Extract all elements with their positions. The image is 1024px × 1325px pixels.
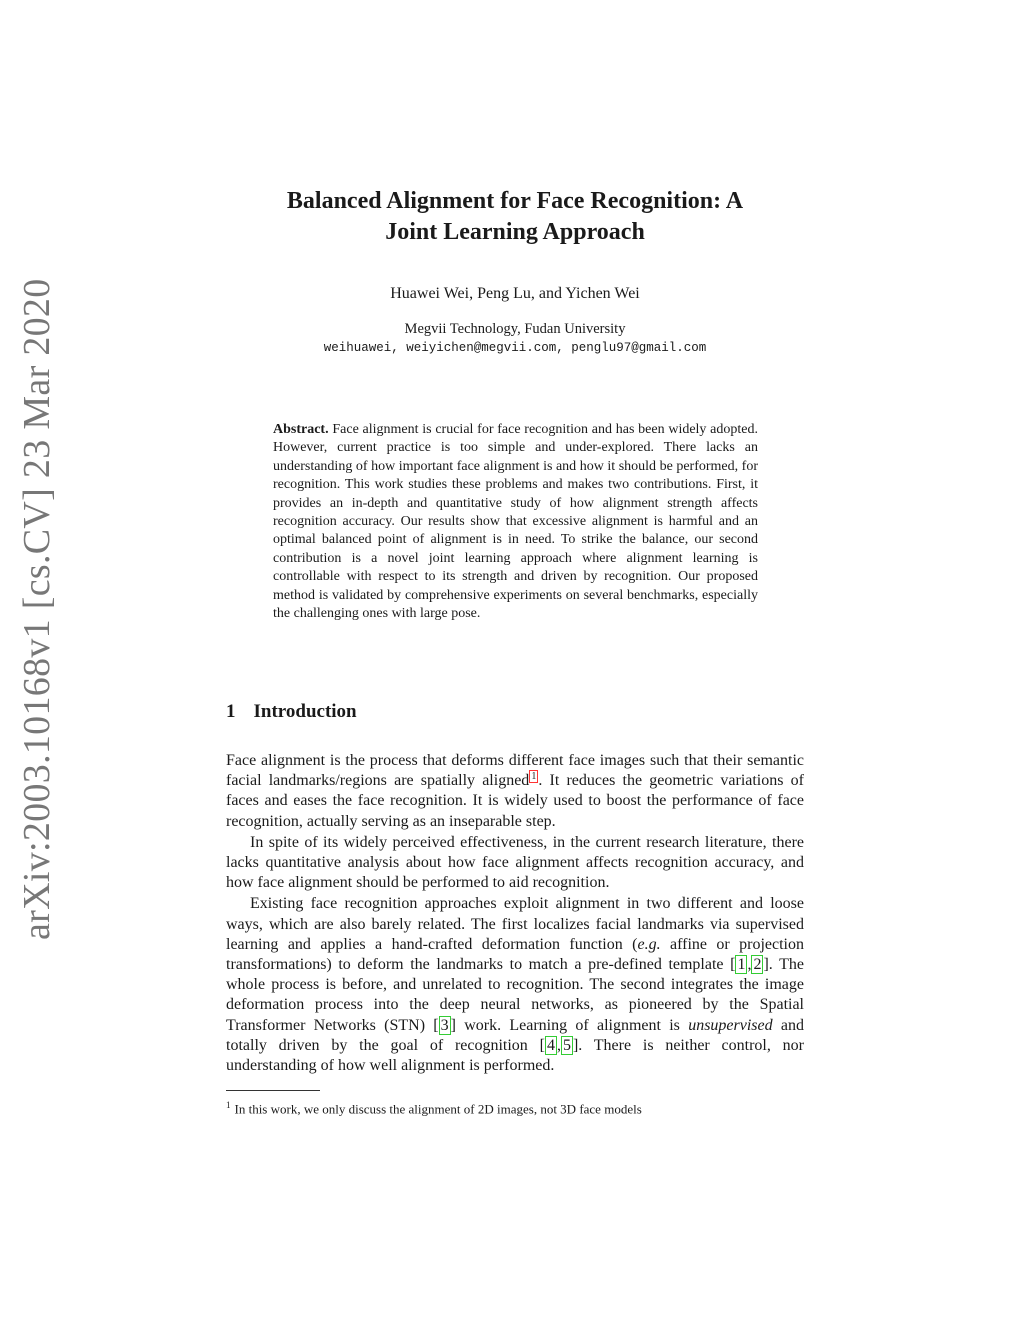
author-emails: weihuawei, weiyichen@megvii.com, penglu97@gmail.com	[323, 341, 707, 355]
unsupervised-emphasis: unsupervised	[688, 1016, 773, 1034]
footnote-text: In this work, we only discuss the alignment of 2D images, not 3D face models	[234, 1101, 642, 1117]
author-list: Huawei Wei, Peng Lu, and Yichen Wei	[390, 285, 640, 302]
abstract-label: Abstract.	[273, 422, 329, 437]
citation-link-1[interactable]: 1	[737, 956, 746, 974]
abstract-text: Face alignment is crucial for face recognition and has been widely adopted. However, current practice is too simple and under-explored. There lacks an understanding of how important face alignment is and how it should be performed, for recognition. This work studies these problems and makes two contributions. First, it provides an in-depth and quantitative study of how alignment strength affects recognition accuracy. Our results show that excessive alignment is harmful and an optimal balanced point of alignment is in need. To strike the balance, our second contribution is a novel joint learning approach where alignment learning is controllable with respect to its strength and driven by recognition. Our proposed method is validated by comprehensive experiments on several benchmarks, especially the challenging ones with large pose.	[273, 422, 758, 622]
footnote-link[interactable]: 1	[531, 770, 537, 782]
citation-link-3[interactable]: 3	[440, 1016, 449, 1034]
citation-separator: ,	[556, 1036, 561, 1054]
citation-link-2[interactable]: 2	[753, 956, 762, 974]
eg-abbrev: e.g.	[637, 935, 661, 953]
paragraph-3	[226, 894, 804, 1076]
paragraph-1-text-a: Face alignment is the process that deforms different face images such that their semantic facial landmarks/regions are spatially aligned	[226, 752, 804, 790]
introduction-body	[226, 751, 804, 1076]
footnote-divider	[226, 1090, 320, 1091]
paragraph-3-text-c: ]. The whole process is before, and unrelated to recognition. The second integrates the image deformation process into the deep neural networks, as pioneered by the Spatial Transformer Networks (STN) [	[226, 956, 804, 1034]
affiliation: Megvii Technology, Fudan University	[404, 321, 626, 337]
citation-link-5[interactable]: 5	[562, 1036, 571, 1054]
abstract	[273, 421, 758, 623]
paragraph-3-text-a: Existing face recognition approaches exploit alignment in two different and loose ways, which are also barely related. The first localizes facial landmarks via supervised learning and applies a hand-crafted deformation function (	[226, 895, 804, 953]
citation-link-4[interactable]: 4	[546, 1036, 555, 1054]
paragraph-1	[226, 751, 804, 832]
paragraph-3-text-d: ] work. Learning of alignment is	[450, 1016, 689, 1034]
footnote-mark: 1	[226, 1100, 231, 1110]
title-line-1: Balanced Alignment for Face Recognition: A	[286, 188, 744, 214]
paragraph-3-text-f: ]. There is neither control, nor understanding of how well alignment is performed.	[226, 1036, 804, 1075]
section-title: Introduction	[253, 701, 357, 722]
footnote	[226, 1097, 804, 1117]
paragraph-2: In spite of its widely perceived effectiveness, in the current research literature, there lacks quantitative analysis about how face alignment affects recognition accuracy, and how face alignment should be performed to aid recognition.	[226, 833, 804, 892]
paper-title	[226, 186, 804, 248]
section-heading-introduction	[226, 701, 357, 723]
section-number: 1	[226, 701, 236, 722]
paragraph-3-text-b: affine or projection transformations) to deform the landmarks to match a pre-defined template [	[226, 935, 805, 974]
citation-separator: ,	[747, 956, 752, 974]
arxiv-identifier-stamp: arXiv:2003.10168v1 [cs.CV] 23 Mar 2020	[16, 278, 58, 940]
paragraph-1-text-b: . It reduces the geometric variations of faces and eases the face recognition. It is widely used to boost the performance of face recognition, actually serving as an inseparable step.	[226, 772, 804, 830]
paragraph-3-text-e: and totally driven by the goal of recognition [	[226, 1016, 804, 1054]
title-line-2: Joint Learning Approach	[385, 219, 645, 245]
